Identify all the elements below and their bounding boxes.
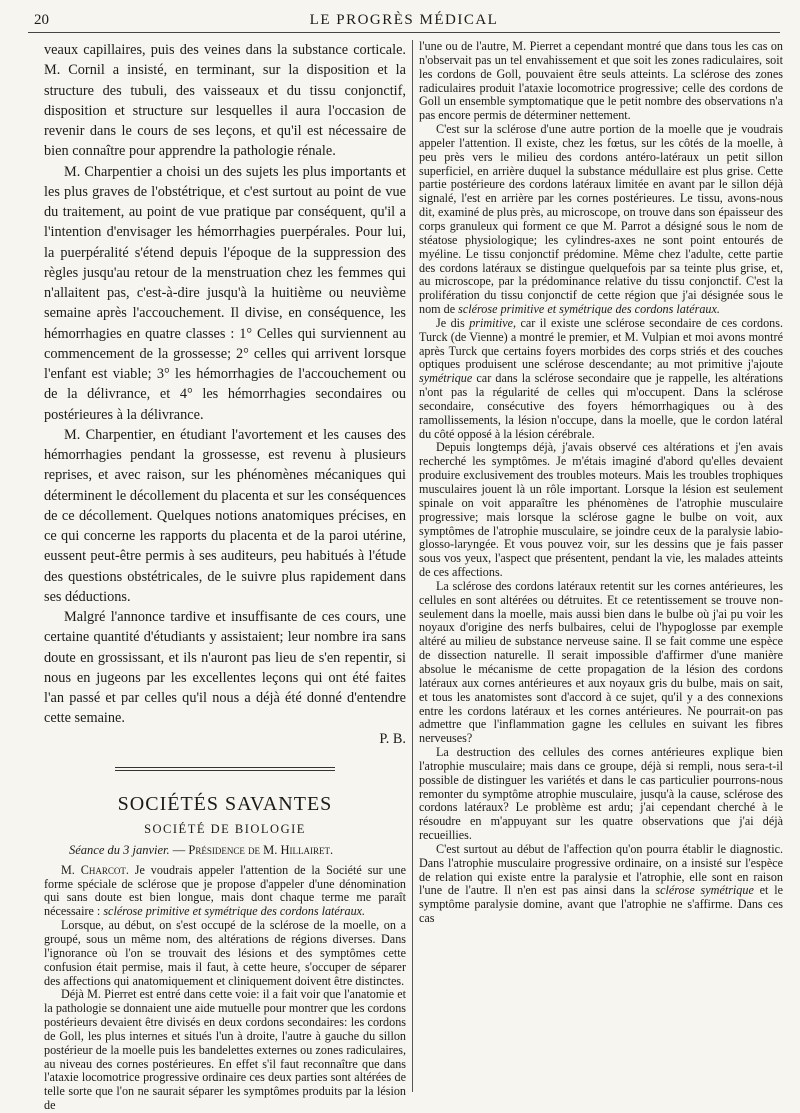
paragraph <box>419 123 783 317</box>
session-date: Séance du 3 janvier. <box>69 842 170 857</box>
paragraph-text: Je voudrais appeler l'attention de la Société sur une forme spéciale de sclérose que je propose d'appeler d'une dénomination qui sans doute est bien longue, mais dont chaque terme me paraît nécessaire : <box>44 862 406 919</box>
paragraph: Lorsque, au début, on s'est occupé de la sclérose de la moelle, on a groupé, sous un même nom, des altérations de régions diverses. Dans l'ignorance où l'on se trouvait des lésions et des symptômes cette confusion était permise, mais il faut, à cette heure, s'occuper de séparer des affections qui anatomiquement et cliniquement doivent être distinctes. <box>44 918 406 988</box>
paragraph: l'une ou de l'autre, M. Pierret a cependant montré que dans tous les cas on n'observait pas un tel envahissement et que soit les zones radiculaires, soit les cordons de Goll, pouvaient être seuls atteints. La sclérose des zones radiculaires produit l'ataxie locomotrice progressive; celle des cordons de Goll un ensemble symptomatique que le petit nombre des observations n'a pas encore permis de déterminer nettement. <box>419 39 783 123</box>
paragraph <box>44 607 406 749</box>
column-divider <box>412 40 413 1092</box>
paragraph <box>419 317 783 442</box>
session-presidency: — Présidence de M. Hillairet. <box>169 842 334 857</box>
page-header <box>28 8 780 33</box>
paragraph-text: Malgré l'annonce tardive et insuffisante de ces cours, une certaine quantité d'étudiants y assistaient; leur nombre ira sans doute en grossissant, et ils n'auront pas lieu de s'en repentir, si nous en jugeons par les excellentes leçons qui ont été faites l'an passé et par celles qu'il nous a déjà été donné d'entendre cette semaine. <box>44 609 406 727</box>
paragraph <box>419 843 783 926</box>
charcot-paragraph <box>44 864 406 919</box>
signature: P. B. <box>379 730 406 747</box>
paragraph: M. Charpentier, en étudiant l'avortement et les causes des hémorrhagies pendant la grossesse, est revenu à plusieurs reprises, et avec raison, sur les phénomènes mécaniques qui déterminent le décollement du placenta et sur les conséquences de ce décollement. Quelques notions anatomiques précises, en ce qui concerne les rapports du placenta et de la paroi utérine, eussent peut-être permis à ses auditeurs, peu habitués à l'étude des questions obstétricales, de le suivre plus rapidement dans ses déductions. <box>44 426 406 605</box>
paragraph: La destruction des cellules des cornes antérieures explique bien l'atrophie musculaire; mais dans ce groupe, déjà si rempli, nous sera-t-il possible de distinguer les variétés et dans le cas particulier pourrons-nous remonter du symptôme atrophie musculaire, jusqu'à la cause, sclérose des cordons latéraux? Le problème est ardu; j'ai cependant cherché à le résoudre en m'appuyant sur les quatre observations que j'ai déjà recueillies. <box>419 745 783 843</box>
page-number: 20 <box>34 12 49 28</box>
paragraph: veaux capillaires, puis des veines dans la substance corticale. M. Cornil a insisté, en terminant, sur la disposition et la structure des tubuli, des vaisseaux et du tissu conjonctif, disposition et structure sur lesquelles il aura l'occasion de revenir dans le cours de ses leçons, et qu'il est nécessaire de bien connaître pour apprendre la pathologie rénale. <box>44 42 406 160</box>
italic-term: sclérose primitive et symétrique des cordons latéraux. <box>103 904 366 919</box>
italic-term: primitive <box>469 315 514 330</box>
paragraph-text: et le symptôme paralysie domine, avant que l'atrophie ne s'affirme. Dans ces cas <box>419 883 784 926</box>
italic-term: sclérose symétrique <box>655 883 754 898</box>
paragraph-text: Je dis <box>436 315 470 330</box>
paragraph: M. Charpentier a choisi un des sujets les plus importants et les plus graves de l'obstétrique, et c'est surtout au point de vue du traitement, au point de vue pratique par conséquent, qu'il a l'intention d'envisager les hémorrhagies puerpérales. Pour lui, la puerpéralité s'étend depuis l'époque de la suppression des règles jusqu'au retour de la menstruation chez les femmes qui n'allaitent pas, c'est-à-dire jusqu'à la huitième ou neuvième semaine après l'accouchement. Il divise, en conséquence, les hémorrhagies en quatre classes : 1° Celles qui surviennent au commencement de la grossesse; 2° celles qui arrivent lorsque l'enfant est viable; 3° les hémorrhagies de l'accouchement ou de la délivrance, et 4° les hémorrhagies secondaires ou postérieures à la délivrance. <box>44 163 406 423</box>
paragraph-text: C'est surtout au début de l'affection qu'on pourra établir le diagnostic. Dans l'atrophie musculaire progressive ordinaire, on a insisté sur l'espèce de relation qui existe entre la paralysie et l'atrophie, elle sont en raison l'une de l'autre. Il n'en est pas ainsi dans la <box>419 841 783 898</box>
paragraph: La sclérose des cordons latéraux retentit sur les cornes antérieures, les cellules en sont altérées ou détruites. Et ce retentissement se trouve non-seulement dans la moelle, mais aussi bien dans le bulbe où j'ai pu voir les noyaux d'origine des nerfs bulbaires, celui de l'hypoglosse par exemple altéré au milieu de substance nerveuse saine. Il se fait comme une espèce de dissection naturelle. Il serait impossible d'affirmer d'une manière absolue le mécanisme de cette propagation de la lésion des cordons latéraux aux cornes antérieures et aux noyaux gris du bulbe, mais on sait, et tous les anatomistes sont d'accord à ce sujet, qu'il y a des connexions entre les cordons latéraux et les cornes antérieures. Ne pourrait-on pas admettre que l'inflammation gagne les cellules en suivant les fibres nerveuses? <box>419 578 783 746</box>
italic-term: sclérose primitive et symétrique des cordons latéraux. <box>458 302 720 317</box>
society-proceedings <box>44 864 406 1113</box>
paragraph: Depuis longtemps déjà, j'avais observé ces altérations et j'en avais recherché les symptômes. Je m'étais imaginé d'abord qu'elles devaient produire exclusivement des troubles moteurs. Mais les troubles trophiques musculaires jouent là un rôle important. Lorsque la lésion est seulement spinale on voit apparaître les phénomènes de l'atrophie musculaire progressive; mais lorsque la sclérose gagne le bulbe on voit, aux symptômes de l'atrophie musculaire, se joindre ceux de la paralysie labio-glosso-laryngée. Et vous pouvez voir, sur les dessins que je fais passer sous vos yeux, l'aspect que présentent, pendant la vie, les malades atteints de ces affections. <box>419 440 783 580</box>
session-heading <box>44 843 406 858</box>
section-separator <box>115 767 335 771</box>
journal-title: LE PROGRÈS MÉDICAL <box>309 12 499 28</box>
paragraph-text: car dans la sclérose secondaire que je rappelle, les altérations n'ont pas la régularité de celles qui m'occupent. Dans la sclérose secondaire, consécutive des foyers hémorrhagiques ou à des ramollissements, la lésion n'occupe, dans la moelle, que le cordon latéral du côté opposé à la lésion cérébrale. <box>419 371 783 441</box>
subsection-title: SOCIÉTÉ DE BIOLOGIE <box>144 821 306 836</box>
right-column <box>419 40 783 1102</box>
section-title: SOCIÉTÉS SAVANTES <box>117 792 333 815</box>
speaker-name: M. Charcot. <box>61 862 129 877</box>
paragraph: Déjà M. Pierret est entré dans cette voie: il a fait voir que l'anatomie et la pathologie se donnaient une aide mutuelle pour montrer que les cordons postérieurs devaient être divisés en deux cordons secondaires: les cordons de Goll, les plus internes et situés l'un à droite, l'autre à gauche du sillon postérieur de la moelle puis les bandelettes externes ou zones radiculaires, au niveau des cornes postérieures. En effet s'il faut reconnaître que dans l'ataxie locomotrice progressive ordinaire ces deux parties sont altérées de telle sorte que l'on ne saurait séparer les symptômes produits par la lésion de <box>44 987 406 1113</box>
lecture-report <box>44 40 406 749</box>
paragraph-text: C'est sur la sclérose d'une autre portion de la moelle que je voudrais appeler l'attention. Il existe, chez les fœtus, sur les côtés de la moelle, à peu près vers le milieu des cordons antéro-latéraux un petit sillon superficiel, en arrière duquel la substance médullaire est plus grise. Cette partie postérieure des cordons latéraux limitée en avant par le sillon déjà signalé, l'est en arrière par les cornes postérieures. Le tissu, avons-nous dit, examiné de plus près, au microscope, on trouve dans son épaisseur des corps granuleux qui forment ce que M. Parrot a désigné sous le nom de stéatose physiologique; les cylindres-axes ne sont point entourés de myéline. Le tissu conjonctif prédomine. Même chez l'adulte, cette partie des cordons latéraux se distingue quelquefois par sa teinte plus grise, et, au microscope, par la prédominance relative du tissu conjonctif. C'est la prolifération du tissu conjonctif de cette région que j'ai désignée sous le nom de <box>419 122 783 317</box>
italic-term: symétrique <box>419 371 473 386</box>
left-column <box>44 40 406 1113</box>
paragraph-text: , car il existe une sclérose secondaire de ces cordons. Turck (de Vienne) a montré le premier, et M. Vulpian et moi avons montré après Turck que certains foyers morbides des corps striés et des couches optiques produisent une sclérose descendante; au mot primitive j'ajoute <box>419 315 783 372</box>
